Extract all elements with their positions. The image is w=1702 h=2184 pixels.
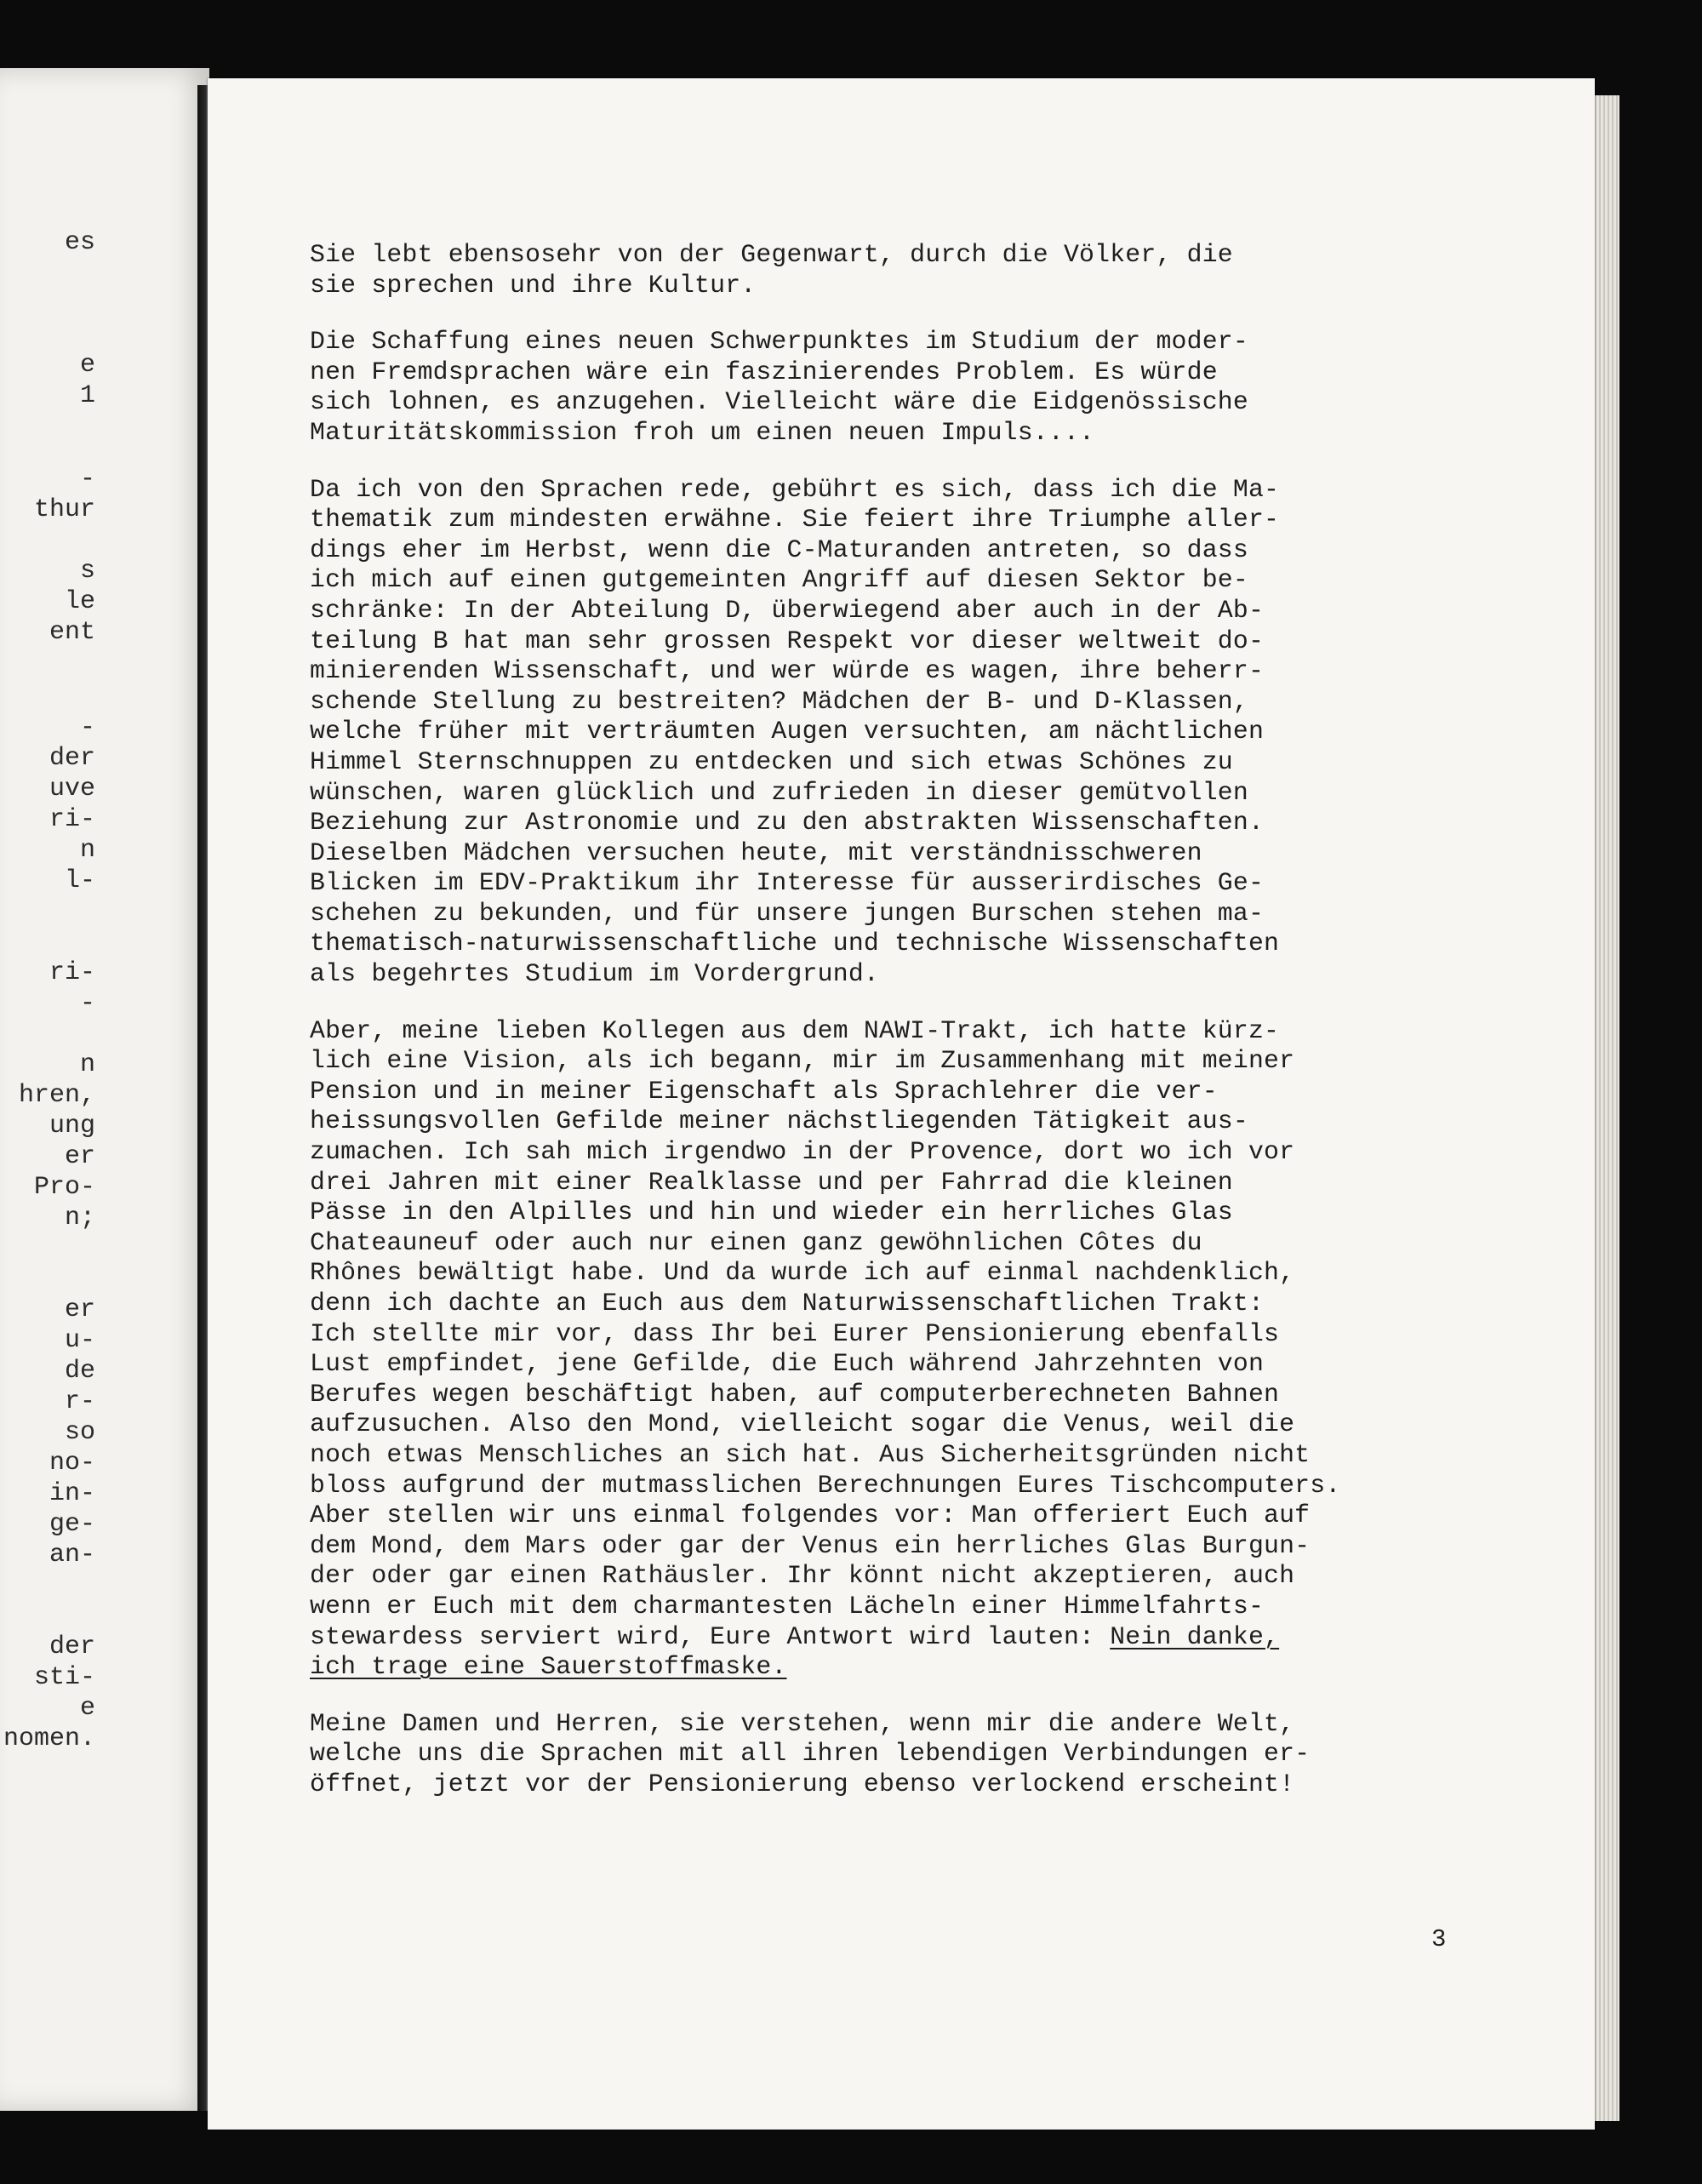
- text-line-with-underline: [310, 1622, 1467, 1653]
- text-line: Sie lebt ebensosehr von der Gegenwart, durch die Völker, die: [310, 240, 1233, 269]
- text-line: schränke: In der Abteilung D, überwiegend aber auch in der Ab-: [310, 595, 1265, 625]
- paragraph-3: [310, 475, 1467, 990]
- text-line: dem Mond, dem Mars oder gar der Venus ein herrliches Glas Burgun-: [310, 1530, 1311, 1560]
- text-line: drei Jahren mit einer Realklasse und per Fahrrad die kleinen: [310, 1167, 1233, 1197]
- text-line: schehen zu bekunden, und für unsere jungen Burschen stehen ma-: [310, 898, 1265, 928]
- text-line: welche früher mit verträumten Augen versuchten, am nächtlichen: [310, 717, 1265, 746]
- text-line: Berufes wegen beschäftigt haben, auf computerberechneten Bahnen: [310, 1379, 1280, 1409]
- paragraph-1: [310, 240, 1467, 300]
- underlined-phrase: ich trage eine Sauerstoffmaske.: [310, 1652, 787, 1682]
- text-line: Aber stellen wir uns einmal folgendes vor: Man offeriert Euch auf: [310, 1501, 1311, 1530]
- left-page-fragment: er: [65, 1295, 96, 1324]
- left-page-fragment: in-: [49, 1479, 96, 1508]
- left-page-fragment: u-: [65, 1326, 96, 1355]
- text-line: Chateauneuf oder auch nur einen ganz gewöhnlichen Côtes du: [310, 1227, 1202, 1257]
- left-page-fragment: ung: [49, 1112, 96, 1141]
- left-page-fragment: Pro-: [34, 1173, 96, 1202]
- text-line: öffnet, jetzt vor der Pensionierung ebenso verlockend erscheint!: [310, 1769, 1295, 1798]
- text-line: als begehrtes Studium im Vordergrund.: [310, 959, 879, 989]
- left-page-fragment: der: [49, 1632, 96, 1661]
- left-page: [0, 68, 209, 2111]
- text-line: Beziehung zur Astronomie und zu den abstrakten Wissenschaften.: [310, 808, 1265, 838]
- text-line: Dieselben Mädchen versuchen heute, mit verständnisschweren: [310, 838, 1202, 867]
- left-page-fragment: e: [80, 351, 96, 380]
- text-line: denn ich dachte an Euch aus dem Naturwissenschaftlichen Trakt:: [310, 1289, 1265, 1318]
- text-line: thematik zum mindesten erwähne. Sie feiert ihre Triumphe aller-: [310, 505, 1280, 535]
- left-page-fragment: l-: [65, 866, 96, 895]
- left-page-fragment: -: [80, 713, 96, 742]
- left-page-fragment: n: [80, 1050, 96, 1079]
- left-page-fragment: uve: [49, 775, 96, 803]
- left-page-fragment: -: [80, 989, 96, 1018]
- left-page-fragment: -: [80, 465, 96, 494]
- left-page-fragment: no-: [49, 1449, 96, 1478]
- text-line: wenn er Euch mit dem charmantesten Lächeln einer Himmelfahrts-: [310, 1591, 1265, 1621]
- paragraph-4: [310, 1016, 1467, 1683]
- left-page-fragment: an-: [49, 1541, 96, 1569]
- paragraph-5: [310, 1709, 1467, 1800]
- text-line: Ich stellte mir vor, dass Ihr bei Eurer Pensionierung ebenfalls: [310, 1318, 1280, 1348]
- text-line: Pässe in den Alpilles und hin und wieder ein herrliches Glas: [310, 1198, 1233, 1227]
- text-line: sie sprechen und ihre Kultur.: [310, 270, 757, 300]
- left-page-fragment: thur: [34, 495, 96, 524]
- text-line: Maturitätskommission froh um einen neuen Impuls....: [310, 417, 1095, 447]
- text-line: aufzusuchen. Also den Mond, vielleicht sogar die Venus, weil die: [310, 1409, 1295, 1439]
- left-page-fragment: n;: [65, 1203, 96, 1232]
- text-line: schende Stellung zu bestreiten? Mädchen der B- und D-Klassen,: [310, 686, 1248, 716]
- text-line: zumachen. Ich sah mich irgendwo in der Provence, dort wo ich vor: [310, 1137, 1295, 1167]
- paragraph-2: [310, 327, 1467, 448]
- text-line: nen Fremdsprachen wäre ein faszinierendes Problem. Es würde: [310, 357, 1218, 386]
- left-page-text-fragments: [0, 68, 209, 2111]
- text-line: Himmel Sternschnuppen zu entdecken und sich etwas Schönes zu: [310, 746, 1233, 776]
- text-line: Meine Damen und Herren, sie verstehen, wenn mir die andere Welt,: [310, 1708, 1295, 1738]
- left-page-fragment: le: [65, 587, 96, 616]
- text-line: heissungsvollen Gefilde meiner nächstliegenden Tätigkeit aus-: [310, 1106, 1248, 1136]
- text-line: ich mich auf einen gutgemeinten Angriff auf diesen Sektor be-: [310, 565, 1248, 595]
- text-segment: stewardess serviert wird, Eure Antwort wird lauten:: [310, 1621, 1111, 1651]
- text-line: der oder gar einen Rathäusler. Ihr könnt nicht akzeptieren, auch: [310, 1561, 1295, 1591]
- text-line: thematisch-naturwissenschaftliche und technische Wissenschaften: [310, 929, 1280, 958]
- left-page-fragment: hren,: [19, 1081, 96, 1110]
- text-line: Da ich von den Sprachen rede, gebührt es sich, dass ich die Ma-: [310, 474, 1280, 504]
- left-page-fragment: r-: [65, 1387, 96, 1416]
- text-line: dings eher im Herbst, wenn die C-Maturanden antreten, so dass: [310, 535, 1248, 564]
- underlined-phrase: Nein danke,: [1110, 1621, 1280, 1651]
- body-text: [310, 240, 1467, 1827]
- left-page-fragment: ri-: [49, 958, 96, 987]
- left-page-fragment: nomen.: [3, 1724, 96, 1753]
- left-page-fragment: e: [80, 1694, 96, 1723]
- text-line: noch etwas Menschliches an sich hat. Aus Sicherheitsgründen nicht: [310, 1439, 1311, 1469]
- text-line: lich eine Vision, als ich begann, mir im Zusammenhang mit meiner: [310, 1046, 1295, 1076]
- left-page-fragment: 1: [80, 381, 96, 410]
- text-line: Lust empfindet, jene Gefilde, die Euch während Jahrzehnten von: [310, 1349, 1265, 1379]
- left-page-fragment: er: [65, 1142, 96, 1171]
- left-page-fragment: so: [65, 1418, 96, 1447]
- text-line: teilung B hat man sehr grossen Respekt vor dieser weltweit do-: [310, 626, 1265, 655]
- text-line: bloss aufgrund der mutmasslichen Berechnungen Eures Tischcomputers.: [310, 1470, 1341, 1500]
- text-line: Die Schaffung eines neuen Schwerpunktes im Studium der moder-: [310, 327, 1248, 357]
- text-line: wünschen, waren glücklich und zufrieden in dieser gemütvollen: [310, 777, 1248, 807]
- left-page-fragment: ent: [49, 618, 96, 647]
- left-page-fragment: n: [80, 836, 96, 865]
- left-page-fragment: es: [65, 228, 96, 257]
- page-number: 3: [1431, 1925, 1447, 1953]
- text-line: Blicken im EDV-Praktikum ihr Interesse für ausserirdisches Ge-: [310, 868, 1265, 898]
- text-line: welche uns die Sprachen mit all ihren lebendigen Verbindungen er-: [310, 1739, 1311, 1769]
- text-line: minierenden Wissenschaft, und wer würde es wagen, ihre beherr-: [310, 656, 1265, 686]
- text-line: sich lohnen, es anzugehen. Vielleicht wäre die Eidgenössische: [310, 387, 1248, 417]
- left-page-fragment: s: [80, 557, 96, 586]
- text-line: Pension und in meiner Eigenschaft als Sprachlehrer die ver-: [310, 1076, 1218, 1106]
- text-line: Rhônes bewältigt habe. Und da wurde ich auf einmal nachdenklich,: [310, 1258, 1295, 1288]
- left-page-fragment: der: [49, 744, 96, 773]
- text-line: Aber, meine lieben Kollegen aus dem NAWI-Trakt, ich hatte kürz-: [310, 1015, 1280, 1045]
- underlined-line: [310, 1652, 1467, 1683]
- left-page-fragment: ge-: [49, 1510, 96, 1539]
- left-page-fragment: sti-: [34, 1663, 96, 1692]
- left-page-fragment: ri-: [49, 805, 96, 834]
- left-page-fragment: de: [65, 1357, 96, 1386]
